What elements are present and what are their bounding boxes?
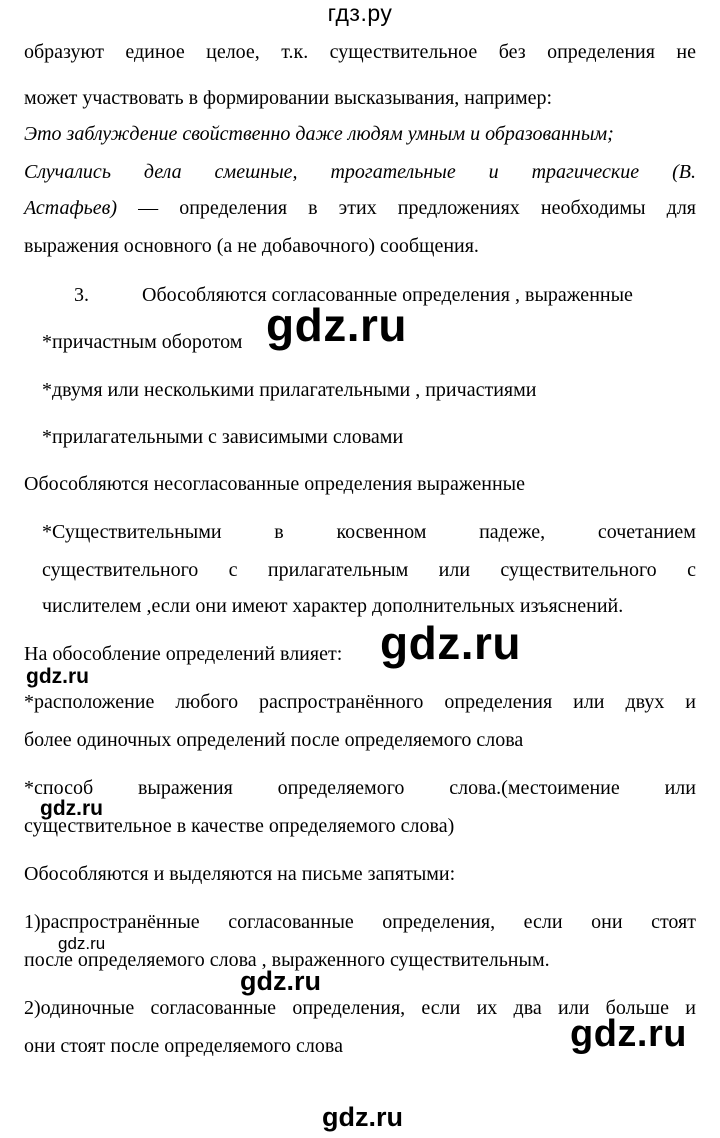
word: определения, bbox=[382, 911, 496, 933]
word: определяемого bbox=[277, 777, 405, 799]
word: и bbox=[488, 161, 499, 183]
watermark: gdz.ru bbox=[58, 934, 106, 953]
watermark: gdz.ru bbox=[40, 797, 103, 820]
word: или bbox=[664, 777, 696, 799]
word: дела bbox=[143, 161, 182, 183]
word: слова.(местоимение bbox=[449, 777, 620, 799]
word: этих bbox=[338, 197, 377, 219]
word: существительное bbox=[329, 41, 478, 63]
word: трагические bbox=[531, 161, 640, 183]
list-item-text: Обособляются согласованные определения , выраженные bbox=[142, 284, 633, 306]
section-heading: Обособляются и выделяются на письме запятыми: bbox=[24, 863, 456, 885]
word: выражения bbox=[137, 777, 233, 799]
word: 1)распространённые bbox=[24, 911, 200, 933]
text-line bbox=[24, 196, 696, 220]
section-heading: Обособляются несогласованные определения выраженные bbox=[24, 473, 525, 495]
text-line: выражения основного (а не добавочного) сообщения. bbox=[24, 235, 479, 257]
watermark: gdz.ru bbox=[240, 966, 321, 996]
section-heading: На обособление определений влияет: bbox=[24, 643, 343, 665]
watermark: gdz.ru bbox=[26, 665, 89, 688]
word: для bbox=[666, 197, 696, 219]
text-line bbox=[24, 40, 696, 64]
word: двух bbox=[625, 691, 665, 713]
word: без bbox=[498, 41, 526, 63]
word: смешные, bbox=[214, 161, 298, 183]
text-line bbox=[24, 910, 696, 934]
word: два bbox=[513, 997, 542, 1019]
word: их bbox=[476, 997, 498, 1019]
word: сочетанием bbox=[597, 521, 696, 543]
word: определения, bbox=[292, 997, 406, 1019]
text-line: числителем ,если они имеют характер дополнительных изъяснений. bbox=[42, 595, 624, 617]
word: образуют bbox=[24, 41, 104, 63]
word: с bbox=[687, 559, 696, 581]
word: существительного bbox=[500, 559, 657, 581]
page-header: гдз.ру bbox=[327, 0, 393, 26]
word: прилагательным bbox=[267, 559, 409, 581]
word: в bbox=[274, 521, 284, 543]
watermark: gdz.ru bbox=[380, 617, 521, 669]
text-line bbox=[24, 776, 696, 800]
word: больше bbox=[605, 997, 669, 1019]
text-line-italic bbox=[24, 160, 696, 184]
text-line-italic: Это заблуждение свойственно даже людям умным и образованным; bbox=[24, 123, 614, 145]
word: стоят bbox=[651, 911, 696, 933]
text-line: более одиночных определений после определяемого слова bbox=[24, 729, 524, 751]
text-line: существительное в качестве определяемого слова) bbox=[24, 815, 455, 837]
word: или bbox=[438, 559, 471, 581]
text-line: может участвовать в формировании высказывания, например: bbox=[24, 87, 553, 109]
watermark: gdz.ru bbox=[570, 1013, 687, 1055]
word: *Существительными bbox=[42, 521, 222, 543]
word: (В. bbox=[672, 161, 696, 183]
word: падеже, bbox=[479, 521, 546, 543]
word: распространённого bbox=[259, 691, 424, 713]
word: если bbox=[523, 911, 563, 933]
word: трогательные bbox=[330, 161, 456, 183]
word: необходимы bbox=[540, 197, 646, 219]
list-item: *двумя или несколькими прилагательными , причастиями bbox=[42, 379, 537, 401]
text-line bbox=[24, 690, 696, 714]
word: любого bbox=[175, 691, 239, 713]
word: целое, bbox=[206, 41, 260, 63]
word: они bbox=[591, 911, 623, 933]
text-line bbox=[42, 558, 696, 582]
word: если bbox=[421, 997, 461, 1019]
word: согласованные bbox=[150, 997, 277, 1019]
text-line bbox=[42, 520, 696, 544]
word: т.к. bbox=[281, 41, 309, 63]
word: и bbox=[685, 691, 696, 713]
word: *способ bbox=[24, 777, 94, 799]
word: Случались bbox=[24, 161, 111, 183]
word: *расположение bbox=[24, 691, 155, 713]
word: или bbox=[573, 691, 605, 713]
footer-watermark: gdz.ru bbox=[322, 1102, 403, 1132]
word: косвенном bbox=[336, 521, 427, 543]
list-item: *прилагательными с зависимыми словами bbox=[42, 426, 404, 448]
list-item: *причастным оборотом bbox=[42, 331, 243, 353]
word: не bbox=[676, 41, 696, 63]
word: определения bbox=[547, 41, 655, 63]
word: с bbox=[228, 559, 238, 581]
text-line: после определяемого слова , выраженного существительным. bbox=[24, 949, 550, 971]
word: — bbox=[138, 197, 159, 219]
word: в bbox=[308, 197, 318, 219]
text-line: они стоят после определяемого слова bbox=[24, 1035, 343, 1057]
word: единое bbox=[125, 41, 185, 63]
author-name: Астафьев) bbox=[24, 197, 117, 219]
list-number: 3. bbox=[74, 284, 89, 306]
word: предложениях bbox=[397, 197, 520, 219]
word: определения bbox=[179, 197, 288, 219]
word: определения bbox=[444, 691, 553, 713]
word: и bbox=[685, 997, 696, 1019]
watermark: gdz.ru bbox=[266, 299, 407, 351]
word: или bbox=[558, 997, 590, 1019]
word: 2)одиночные bbox=[24, 997, 135, 1019]
word: согласованные bbox=[228, 911, 354, 933]
word: существительного bbox=[42, 559, 199, 581]
